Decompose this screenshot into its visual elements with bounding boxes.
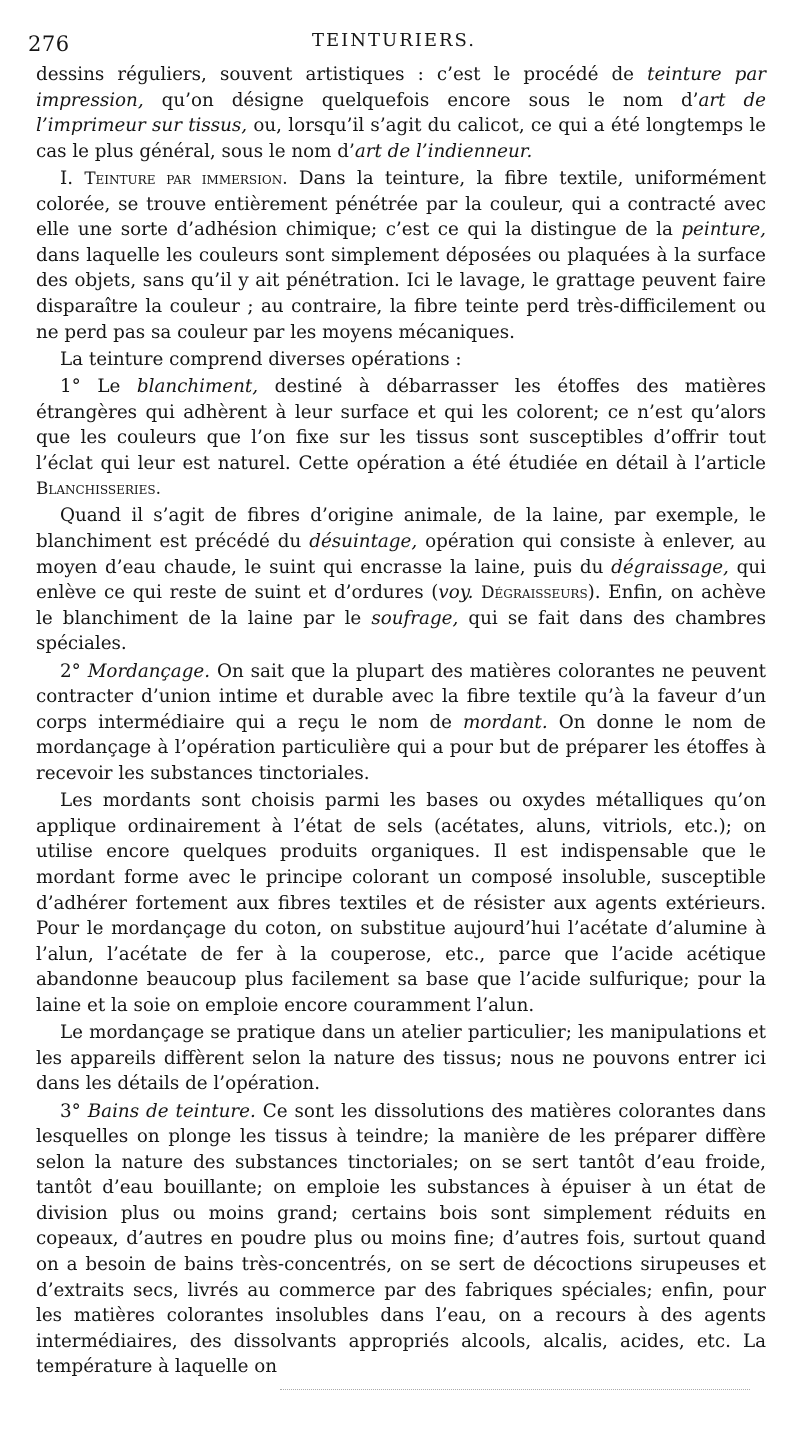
italic-text: peinture, (681, 219, 766, 241)
paragraph (36, 62, 766, 164)
text-run (473, 582, 481, 603)
page-number: 276 (28, 32, 70, 56)
paragraph (36, 347, 766, 373)
text-run: Le mordançage se pratique dans un atelier particulier; les manipulations et les appareils diffèrent selon la nature des tissus; nous ne pouvons entrer ici dans les détails de l’opération. (36, 1022, 766, 1095)
text-run: Les mordants sont choisis parmi les bases ou oxydes métalliques qu’on applique ordinairement à l’état de sels (acétates, aluns, vitriols, etc.); on utilise encore quelques produits organiques. Il est indispensable que le mordant forme avec le principe colorant un composé insoluble, susceptible d’adhérer fortement aux fibres textiles et de résister aux agents extérieurs. Pour le mordançage du coton, on substitue aujourd’hui l’acétate d’alumine à l’alun, l’acétate de fer à la couperose, etc., parce que l’acide acétique abandonne beaucoup plus facilement sa base que l’acide sulfurique; pour la laine et la soie on emploie encore couramment l’alun. (36, 790, 766, 1016)
paragraph (36, 788, 766, 1018)
text-run: I. (60, 167, 85, 189)
text-run: ou, lorsqu’il s’agit du calicot, ce qui a été longtemps le cas le plus général, sous le nom d’ (36, 115, 766, 162)
text-run: dans laquelle les couleurs sont simplement déposées ou plaquées à la surface des objets, sans qu’il y ait pénétration. Ici le lavage, le grattage peuvent faire disparaître la couleur ; au contraire, la fibre teinte perd très-difficilement ou ne perd pas sa couleur par les moyens mécaniques. (36, 244, 766, 343)
italic-text: art de l’indienneur. (354, 140, 533, 162)
italic-text: dégraissage, (611, 556, 729, 578)
paragraph (36, 374, 766, 502)
page-header (28, 28, 760, 58)
text-run: On sait que la plupart des matières colorantes ne peuvent contracter d’union intime et durable avec la fibre textile qu’à la faveur d’un corps intermédiaire qui a reçu le nom de (36, 660, 766, 733)
italic-text: Bains de teinture. (87, 1100, 256, 1122)
text-run: qu’on désigne quelquefois encore sous le nom d’ (143, 89, 699, 111)
text-run: La teinture comprend diverses opérations : (60, 348, 462, 370)
paragraph (36, 503, 766, 657)
italic-text: Mordançage. (87, 660, 211, 682)
text-run: Ce sont les dissolutions des matières colorantes dans lesquelles on plonge les tissus à teindre; la manière de les préparer diffère selon la nature des substances tinctoriales; on se sert tantôt d’eau froide, tantôt d’eau bouillante; on emploie les substances à épuiser à un état de division plus ou moins grand; certains bois sont simplement réduits en copeaux, d’autres en poudre plus ou moins fine; d’autres fois, surtout quand on a besoin de bains très-concentrés, on se sert de décoctions sirupeuses et d’extraits secs, livrés au commerce par des fabriques spéciales; enfin, pour les matières colorantes insolubles dans l’eau, on a recours à des agents intermédiaires, des dissolvants appropriés alcools, alcalis, acides, etc. La température à laquelle on (36, 1100, 766, 1378)
small-caps-text: Blanchisseries. (36, 478, 161, 499)
italic-text: soufrage, (371, 607, 459, 629)
running-title: TEINTURIERS. (312, 30, 476, 51)
small-caps-text: Dégraisseurs (481, 582, 588, 603)
paragraph (36, 166, 766, 345)
paragraph (36, 1099, 766, 1381)
italic-text: blanchiment, (136, 375, 259, 397)
text-run: opération qui consiste à enlever, au moyen d’eau chaude, le suint qui encrasse la laine, puis du (36, 531, 766, 578)
text-run: Quand il s’agit de fibres d’origine animale, de la laine, par exemple, le blanchiment est précédé du (36, 505, 766, 553)
italic-text: voy. (438, 582, 474, 604)
footer-rule (280, 1389, 750, 1390)
paragraph (36, 659, 766, 787)
italic-text: teinture par impression, (36, 64, 766, 111)
text-run: 3° (60, 1100, 88, 1122)
text-run: dessins réguliers, souvent artistiques : c’est le procédé de (36, 64, 648, 85)
body-text (36, 62, 766, 1382)
text-run: Dans la teinture, la fibre textile, uniformément colorée, se trouve entièrement pénétrée par la couleur, qui a contracté avec elle une sorte d’adhésion chimique; c’est ce qui la distingue de la (36, 167, 766, 241)
italic-text: mordant. (463, 711, 548, 733)
italic-text: désuintage, (309, 531, 418, 553)
small-caps-text: Teinture par immersion. (84, 167, 288, 188)
text-run: qui se fait dans des chambres spéciales. (36, 607, 766, 655)
text-run: 2° (60, 660, 88, 682)
italic-text: art de l’imprimeur sur tissus, (36, 89, 766, 137)
text-run: 1° Le (60, 375, 137, 397)
text-run: On donne le nom de mordançage à l’opération particulière qui a pour but de préparer les étoffes à recevoir les substances tinctoriales. (36, 711, 766, 784)
text-run: ). Enfin, on achève le blanchiment de la laine par le (36, 582, 766, 629)
text-run: qui enlève ce qui reste de suint et d’ordures ( (36, 556, 766, 604)
text-run: destiné à débarrasser les étoffes des matières étrangères qui adhèrent à leur surface et qui les colorent; ce n’est qu’alors que les couleurs que l’on fixe sur les tissus sont susceptibles d’offrir tout l’éclat qui leur est naturel. Cette opération a été étudiée en détail à l’article (36, 375, 766, 474)
paragraph (36, 1020, 766, 1097)
